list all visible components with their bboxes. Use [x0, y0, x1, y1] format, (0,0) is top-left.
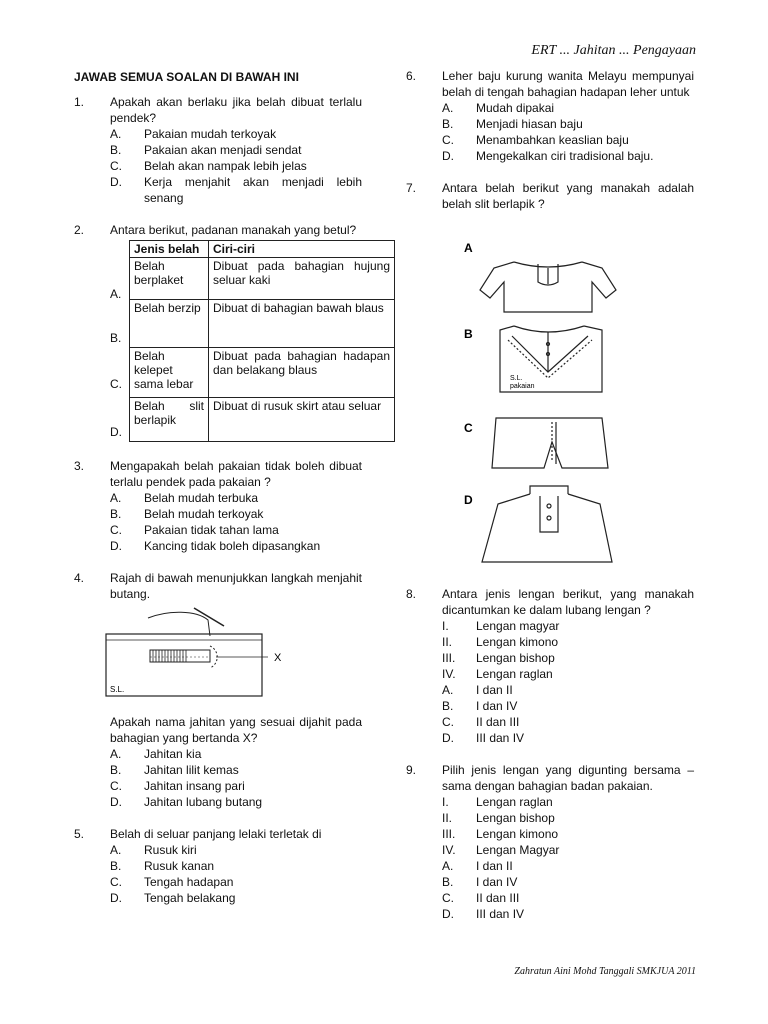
question-text: Apakah akan berlaku jika belah dibuat terlalu pendek?	[110, 95, 362, 125]
option-text: Rusuk kanan	[144, 859, 215, 873]
question-5	[74, 826, 362, 906]
option-text: Pakaian mudah terkoyak	[144, 127, 277, 141]
answer-table	[129, 240, 395, 442]
figure-credit: S.L.	[510, 375, 523, 382]
question-text: Mengapakah belah pakaian tidak boleh dibuat terlalu pendek pada pakaian ?	[110, 459, 362, 489]
row-label-c: C.	[110, 377, 122, 391]
option-text: III dan IV	[476, 907, 525, 921]
question-1	[74, 94, 362, 206]
option-text: I dan IV	[476, 699, 518, 713]
option-c[interactable]	[110, 522, 362, 538]
option-label: D.	[442, 731, 454, 745]
table-header: Jenis belah	[130, 241, 209, 258]
option-label: A.	[442, 683, 454, 697]
option-d[interactable]	[442, 148, 694, 164]
option-text: Jahitan insang pari	[144, 779, 245, 793]
option-label: D.	[110, 795, 122, 809]
option-text: Belah akan nampak lebih jelas	[144, 159, 307, 173]
table-row[interactable]	[130, 258, 395, 300]
question-3	[74, 458, 362, 554]
item-text: Lengan raglan	[476, 667, 553, 681]
option-label: D.	[110, 891, 122, 905]
item-iv	[442, 666, 694, 682]
option-b[interactable]	[442, 698, 694, 714]
option-label: A.	[110, 127, 122, 141]
option-c[interactable]	[442, 714, 694, 730]
option-a[interactable]	[110, 490, 362, 506]
option-label: C.	[110, 159, 122, 173]
option-c[interactable]	[110, 158, 362, 174]
option-label: B.	[110, 507, 122, 521]
option-label: B.	[442, 117, 454, 131]
item-text: Lengan raglan	[476, 795, 553, 809]
item-text: Lengan bishop	[476, 811, 555, 825]
belah-type: Belah berzip	[130, 300, 209, 348]
item-text: Lengan magyar	[476, 619, 560, 633]
question-text: Antara berikut, padanan manakah yang betul?	[110, 223, 357, 237]
option-text: Mengekalkan ciri tradisional baju.	[476, 149, 654, 163]
thread-line	[148, 612, 210, 636]
question-4	[74, 570, 362, 810]
option-text: Rusuk kiri	[144, 843, 197, 857]
item-label: II.	[442, 635, 453, 649]
page-footer: Zahratun Aini Mohd Tanggali SMKJUA 2011	[514, 966, 696, 977]
option-label: D.	[110, 175, 122, 189]
option-a[interactable]	[442, 858, 694, 874]
question-text: Antara jenis lengan berikut, yang manakah dicantumkan ke dalam lubang lengan ?	[442, 587, 694, 617]
option-b[interactable]	[110, 506, 362, 522]
option-d[interactable]	[110, 890, 362, 906]
option-b[interactable]	[110, 762, 362, 778]
item-i	[442, 794, 694, 810]
option-label: C.	[110, 523, 122, 537]
item-text: Lengan Magyar	[476, 843, 560, 857]
option-label: C.	[110, 779, 122, 793]
option-label: C.	[110, 875, 122, 889]
option-d[interactable]	[442, 906, 694, 922]
option-b[interactable]	[442, 116, 694, 132]
option-text: Pakaian akan menjadi sendat	[144, 143, 302, 157]
question-number: 1.	[74, 95, 85, 109]
option-text: Jahitan kia	[144, 747, 202, 761]
item-iii	[442, 826, 694, 842]
item-iii	[442, 650, 694, 666]
item-ii	[442, 810, 694, 826]
option-text: I dan IV	[476, 875, 518, 889]
question-number: 6.	[406, 69, 417, 83]
question-number: 7.	[406, 181, 417, 195]
question-9	[406, 762, 694, 922]
figure-label-d: D	[464, 493, 473, 507]
item-text: Lengan bishop	[476, 651, 555, 665]
option-text: III dan IV	[476, 731, 525, 745]
right-column	[406, 68, 694, 938]
option-text: Kancing tidak boleh dipasangkan	[144, 539, 321, 553]
garment-figure	[452, 232, 652, 578]
option-text: Belah mudah terbuka	[144, 491, 259, 505]
instructions: JAWAB SEMUA SOALAN DI BAWAH INI	[74, 70, 299, 84]
left-column	[74, 68, 390, 922]
option-d[interactable]	[110, 538, 362, 554]
option-label: A.	[110, 747, 122, 761]
option-a[interactable]	[110, 126, 362, 142]
figure-marker-x: X	[274, 652, 282, 664]
option-label: B.	[110, 763, 122, 777]
figure-label-a: A	[464, 241, 473, 255]
page-header: ERT ... Jahitan ... Pengayaan	[531, 43, 696, 58]
option-label: B.	[442, 875, 454, 889]
table-row[interactable]	[130, 398, 395, 442]
option-label: B.	[110, 859, 122, 873]
item-label: I.	[442, 795, 449, 809]
option-a[interactable]	[110, 746, 362, 762]
option-text: Kerja menjahit akan menjadi lebih senang	[144, 175, 362, 205]
buttonhole-figure	[98, 606, 298, 702]
option-text: Pakaian tidak tahan lama	[144, 523, 279, 537]
figure-credit: S.L.	[110, 685, 125, 694]
row-label-b: B.	[110, 331, 122, 345]
question-8	[406, 586, 694, 746]
option-label: C.	[442, 133, 454, 147]
buttonhole-stitches	[153, 650, 186, 662]
question-text: Belah di seluar panjang lelaki terletak di	[110, 827, 322, 841]
option-label: A.	[110, 491, 122, 505]
garment-c	[492, 418, 608, 468]
question-number: 9.	[406, 763, 417, 777]
belah-type: Belah slit berlapik	[130, 398, 209, 442]
option-d[interactable]	[110, 174, 362, 206]
option-label: D.	[110, 539, 122, 553]
option-label: C.	[442, 891, 454, 905]
option-text: I dan II	[476, 683, 513, 697]
option-label: D.	[442, 149, 454, 163]
option-c[interactable]	[110, 874, 362, 890]
option-b[interactable]	[442, 874, 694, 890]
option-d[interactable]	[442, 730, 694, 746]
item-label: IV.	[442, 667, 456, 681]
option-text: Belah mudah terkoyak	[144, 507, 264, 521]
figure-label-c: C	[464, 421, 473, 435]
belah-desc: Dibuat di bahagian bawah blaus	[209, 300, 395, 348]
option-c[interactable]	[442, 890, 694, 906]
belah-type: Belah kelepet sama lebar	[130, 348, 209, 398]
belah-desc: Dibuat pada bahagian hujung seluar kaki	[209, 258, 395, 300]
row-label-d: D.	[110, 425, 122, 439]
table-row[interactable]	[130, 300, 395, 348]
question-2	[74, 222, 390, 442]
question-number: 5.	[74, 827, 85, 841]
option-label: D.	[442, 907, 454, 921]
option-b[interactable]	[110, 142, 362, 158]
question-text: Antara belah berikut yang manakah adalah belah slit berlapik ?	[442, 181, 694, 211]
question-number: 4.	[74, 571, 85, 585]
belah-type: Belah berplaket	[130, 258, 209, 300]
option-c[interactable]	[110, 778, 362, 794]
question-text: Leher baju kurung wanita Melayu mempunyai belah di tengah bahagian hadapan leher untuk	[442, 69, 694, 99]
question-text: Pilih jenis lengan yang digunting bersama – sama dengan bahagian badan pakaian.	[442, 763, 694, 793]
item-label: III.	[442, 827, 456, 841]
question-number: 2.	[74, 223, 85, 237]
option-text: Menambahkan keaslian baju	[476, 133, 629, 147]
question-number: 8.	[406, 587, 417, 601]
answer-table-wrap	[74, 240, 390, 442]
option-a[interactable]	[110, 842, 362, 858]
item-text: Lengan kimono	[476, 827, 559, 841]
garment-a	[480, 262, 616, 312]
option-label: C.	[442, 715, 454, 729]
option-a[interactable]	[442, 100, 694, 116]
item-i	[442, 618, 694, 634]
fabric-outline	[106, 634, 262, 696]
option-label: A.	[442, 101, 454, 115]
figure-label-b: B	[464, 327, 473, 341]
item-label: I.	[442, 619, 449, 633]
option-d[interactable]	[110, 794, 362, 810]
question-6	[406, 68, 694, 164]
option-text: Jahitan lilit kemas	[144, 763, 239, 777]
option-a[interactable]	[442, 682, 694, 698]
item-label: III.	[442, 651, 456, 665]
question-number: 3.	[74, 459, 85, 473]
item-label: IV.	[442, 843, 456, 857]
item-ii	[442, 634, 694, 650]
option-text: Tengah belakang	[144, 891, 236, 905]
belah-desc: Dibuat pada bahagian hadapan dan belakang blaus	[209, 348, 395, 398]
option-label: A.	[110, 843, 122, 857]
option-label: A.	[442, 859, 454, 873]
question-subtext: Apakah nama jahitan yang sesuai dijahit pada bahagian yang bertanda X?	[110, 715, 362, 745]
option-label: B.	[110, 143, 122, 157]
row-label-a: A.	[110, 287, 122, 301]
garment-d	[482, 486, 612, 562]
option-label: B.	[442, 699, 454, 713]
needle	[194, 608, 224, 626]
option-b[interactable]	[110, 858, 362, 874]
question-text: Rajah di bawah menunjukkan langkah menjahit butang.	[110, 571, 362, 601]
question-7	[406, 180, 694, 578]
option-text: Mudah dipakai	[476, 101, 555, 115]
belah-desc: Dibuat di rusuk skirt atau seluar	[209, 398, 395, 442]
item-iv	[442, 842, 694, 858]
option-text: Tengah hadapan	[144, 875, 234, 889]
option-text: I dan II	[476, 859, 513, 873]
option-text: Jahitan lubang butang	[144, 795, 263, 809]
figure-credit-2: pakaian	[510, 383, 535, 390]
option-text: II dan III	[476, 891, 520, 905]
table-header: Ciri-ciri	[209, 241, 395, 258]
option-text: Menjadi hiasan baju	[476, 117, 583, 131]
item-text: Lengan kimono	[476, 635, 559, 649]
table-row[interactable]	[130, 348, 395, 398]
option-text: II dan III	[476, 715, 520, 729]
option-c[interactable]	[442, 132, 694, 148]
item-label: II.	[442, 811, 453, 825]
